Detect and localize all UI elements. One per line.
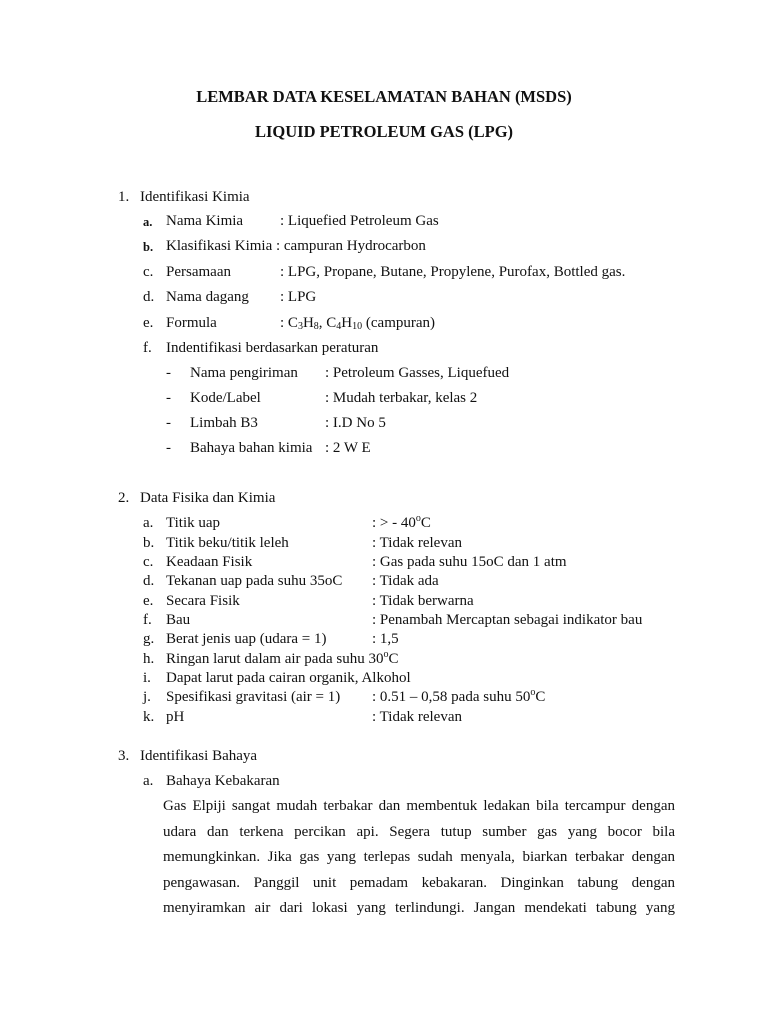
sub-label: Nama pengiriman [190,365,298,381]
item-label: pH [166,709,185,725]
item-value: : Tidak berwarna [372,593,474,609]
section-number: 2. [118,490,130,506]
item-label: Spesifikasi gravitasi (air = 1) [166,689,341,705]
item-label: Ringan larut dalam air pada suhu 30$^o$C [166,649,399,667]
item-label: Titik uap [166,515,221,531]
sub-dash: - [166,415,171,431]
item-value: : > - 40$^o$C [372,513,431,531]
item-label: Bahaya Kebakaran [166,773,280,789]
list-marker: c. [143,554,154,570]
sub-dash: - [166,365,171,381]
item-label: Secara Fisik [166,593,240,609]
section-heading: Identifikasi Bahaya [140,748,258,764]
document-subtitle: LIQUID PETROLEUM GAS (LPG) [254,122,514,141]
item-value: : LPG [280,289,317,305]
sub-value: : I.D No 5 [325,415,386,431]
section-number: 3. [118,748,130,764]
item-label: Keadaan Fisik [166,554,253,570]
sub-label: Kode/Label [190,390,261,406]
list-marker: a. [143,515,154,531]
paragraph-line: memungkinkan. Jika gas yang terlepas sudah menyala, biarkan terbakar dengan [163,849,675,866]
list-marker: h. [143,651,155,667]
section-heading: Data Fisika dan Kimia [140,490,276,506]
document-title: LEMBAR DATA KESELAMATAN BAHAN (MSDS) [196,87,572,106]
paragraph-line: Gas Elpiji sangat mudah terbakar dan membentuk ledakan bila tercampur dengan [163,798,675,814]
list-marker: k. [143,709,155,725]
list-marker: c. [143,264,154,280]
list-marker: b. [143,240,154,254]
sub-value: : Petroleum Gasses, Liquefued [325,365,510,381]
list-marker: g. [143,631,155,647]
hazard-paragraph [163,794,675,922]
list-marker: e. [143,593,154,609]
item-value: : Penambah Mercaptan sebagai indikator bau [372,612,643,628]
item-label: Tekanan uap pada suhu 35oC [166,573,343,589]
list-marker: d. [143,573,155,589]
item-label: Titik beku/titik leleh [166,535,289,551]
item-value: : Tidak relevan [372,535,462,551]
section-heading: Identifikasi Kimia [140,189,250,205]
list-marker: b. [143,535,155,551]
list-marker: d. [143,289,155,305]
item-label: Persamaan [166,264,231,280]
item-label: Dapat larut pada cairan organik, Alkohol [166,670,411,686]
list-marker: a. [143,773,154,789]
item-value: : LPG, Propane, Butane, Propylene, Purofax, Bottled gas. [280,264,626,280]
item-label: Berat jenis uap (udara = 1) [166,631,327,647]
item-label: Nama Kimia [166,213,244,229]
list-marker: a. [143,215,153,229]
paragraph-line: menyiramkan air dari lokasi yang terlindungi. Jangan mendekati tabung yang [163,900,675,917]
item-value: : 1,5 [372,631,399,647]
item-label: Klasifikasi Kimia : campuran Hydrocarbon [166,238,426,254]
item-value: : Gas pada suhu 15oC dan 1 atm [372,554,567,570]
sub-label: Bahaya bahan kimia [190,440,313,456]
sub-dash: - [166,440,171,456]
sub-dash: - [166,390,171,406]
formula-value: : $C_3H_8$, $C_4H_{10}$ (campuran) [280,315,436,332]
sub-label: Limbah B3 [190,415,258,431]
item-value: : 0.51 – 0,58 pada suhu 50$^o$C [372,687,546,705]
list-marker: i. [143,670,151,686]
list-marker: j. [143,689,151,705]
item-label: Indentifikasi berdasarkan peraturan [166,340,379,356]
paragraph-line: pengawasan. Panggil unit pemadam kebakaran. Dinginkan tabung dengan [163,874,675,891]
sub-value: : 2 W E [325,440,371,456]
section-number: 1. [118,189,130,205]
item-value: : Tidak relevan [372,709,462,725]
item-value: : Tidak ada [372,573,439,589]
list-marker: f. [143,340,152,356]
list-marker: f. [143,612,152,628]
list-marker: e. [143,315,154,331]
paragraph-line: udara dan terkena percikan api. Segera tutup sumber gas yang bocor bila [163,823,675,840]
item-label: Nama dagang [166,289,249,305]
item-label: Formula [166,315,217,331]
item-label: Bau [166,612,191,628]
sub-value: : Mudah terbakar, kelas 2 [325,390,478,406]
item-value: : Liquefied Petroleum Gas [280,213,439,229]
